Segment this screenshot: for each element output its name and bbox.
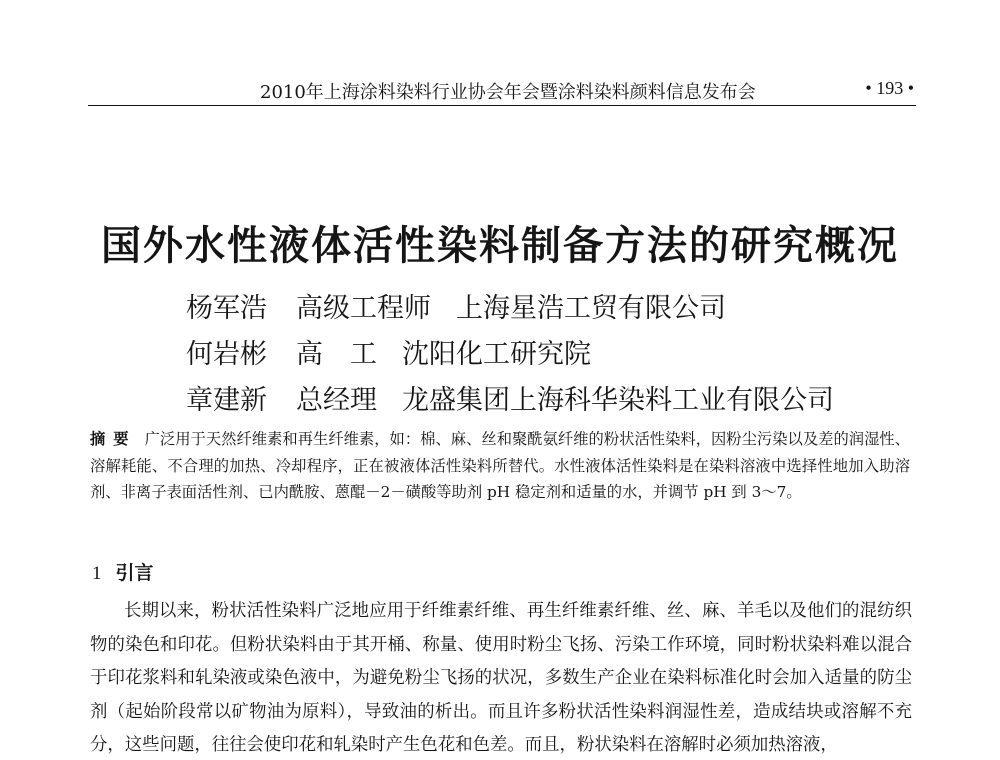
- author-organization: 上海星浩工贸有限公司: [456, 293, 726, 324]
- abstract-text: 广泛用于天然纤维素和再生纤维素，如：棉、麻、丝和聚酰氨纤维的粉状活性染料，因粉尘污染以及差的润湿性、溶解耗能、不合理的加热、冷却程序，正在被液体活性染料所替代。水性液体活性染料是在染料溶液中选择性地加入助溶剂、非离子表面活性剂、已内酰胺、蒽醌－2－磺酸等助剂 pH 稳定剂和适量的水，并调节 pH 到 3～7。: [90, 430, 910, 501]
- author-organization: 龙盛集团上海科华染料工业有限公司: [402, 385, 834, 416]
- section-title: 引言: [115, 562, 154, 584]
- header-page-number: • 193 •: [865, 78, 914, 98]
- author-role: 总经理: [296, 385, 377, 416]
- header-divider: [88, 105, 916, 106]
- abstract: [90, 426, 910, 506]
- abstract-label: 摘要: [90, 430, 137, 448]
- author-name: 何岩彬: [186, 339, 267, 370]
- author-name: 章建新: [186, 385, 267, 416]
- running-header: [88, 72, 916, 108]
- section-number: 1: [92, 563, 102, 584]
- author-organization: 沈阳化工研究院: [402, 339, 591, 370]
- author-role: 高 工: [296, 339, 377, 370]
- header-title: 2010年上海涂料染料行业协会年会暨涂料染料颜料信息发布会: [260, 82, 756, 103]
- section-heading: [92, 558, 154, 585]
- author-name: 杨军浩: [186, 293, 267, 324]
- author-role: 高级工程师: [296, 293, 431, 324]
- paper-title: 国外水性液体活性染料制备方法的研究概况: [101, 223, 899, 269]
- body-paragraph: 长期以来，粉状活性染料广泛地应用于纤维素纤维、再生纤维素纤维、丝、麻、羊毛以及他们的混纺织物的染色和印花。但粉状染料由于其开桶、称量、使用时粉尘飞扬、污染工作环境，同时粉状染料难以混合于印花浆料和轧染液或染色液中，为避免粉尘飞扬的状况，多数生产企业在染料标准化时会加入适量的防尘剂（起始阶段常以矿物油为原料），导致油的析出。而且许多粉状活性染料润湿性差，造成结块或溶解不充分，这些问题，往往会使印花和轧染时产生色花和色差。而且，粉状染料在溶解时必须加热溶液，: [90, 601, 912, 756]
